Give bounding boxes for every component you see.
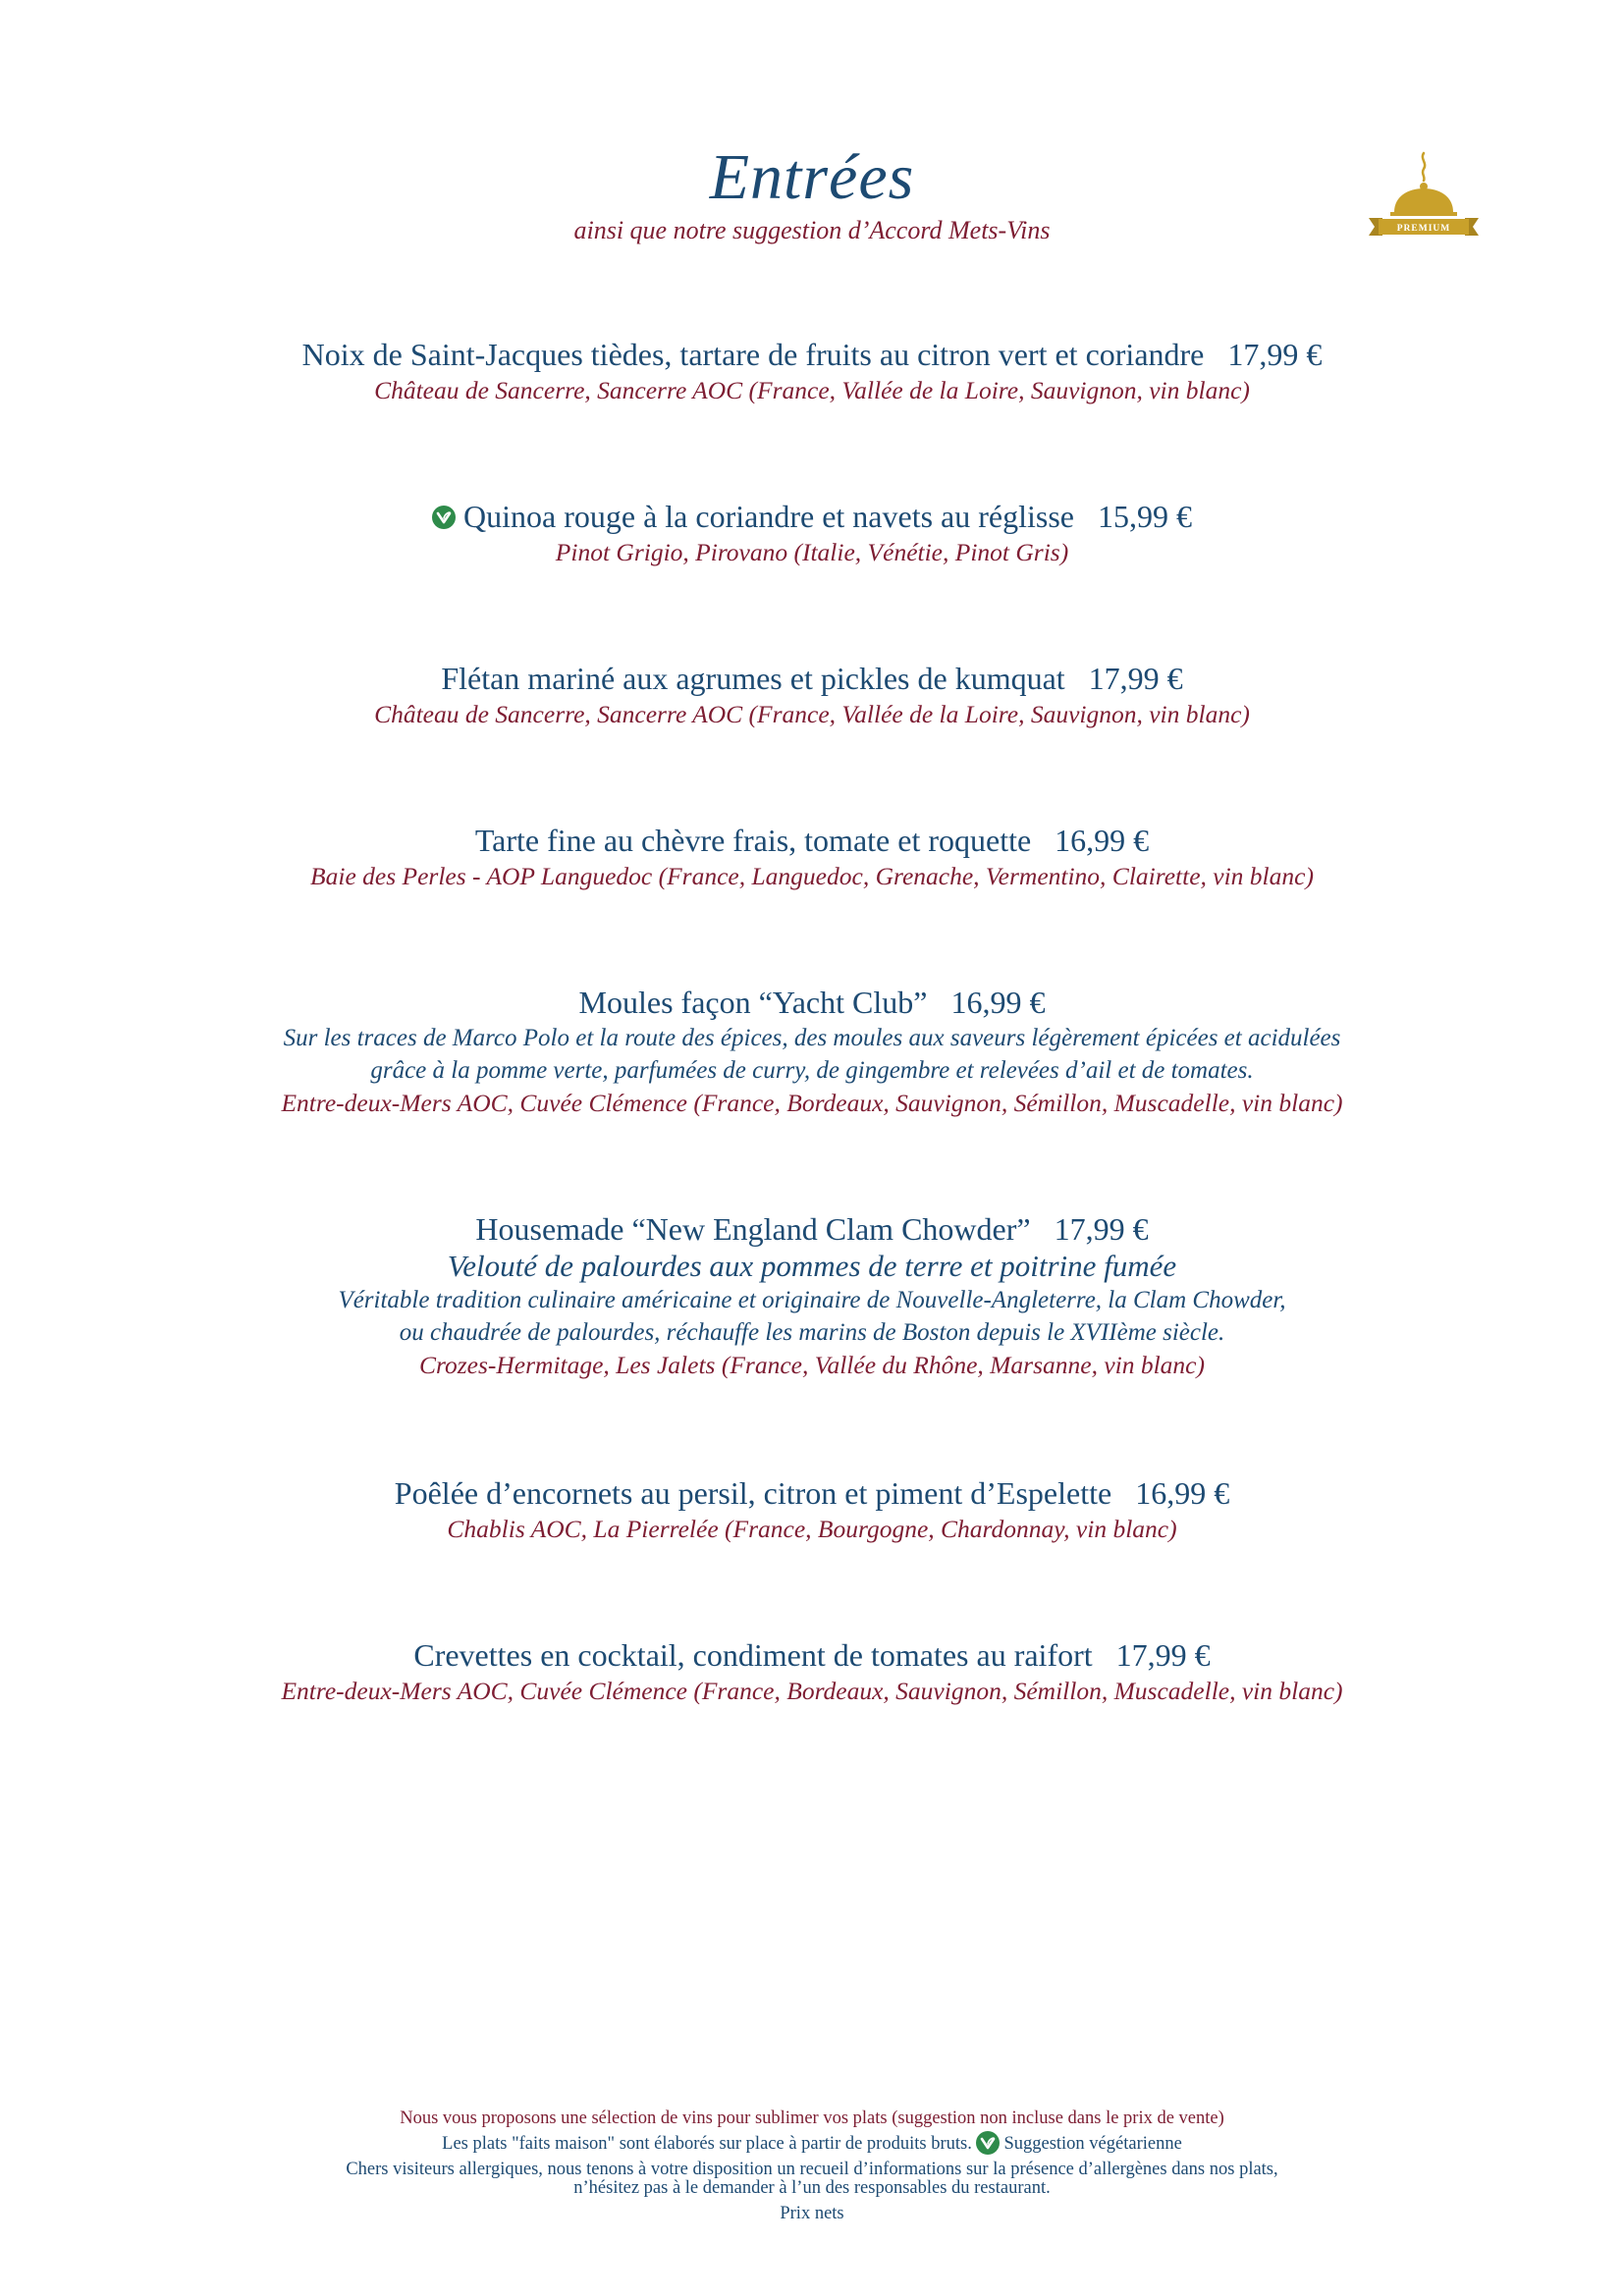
dish-description-line: ou chaudrée de palourdes, réchauffe les marins de Boston depuis le XVIIème siècle. <box>399 1319 1225 1346</box>
dish-description-line: Sur les traces de Marco Polo et la route des épices, des moules aux saveurs légèrement épicées et acidulées <box>283 1025 1341 1051</box>
dish-price: 16,99 € <box>1135 1475 1230 1511</box>
dish-price: 17,99 € <box>1227 337 1323 372</box>
dish-item <box>0 1635 1624 1707</box>
premium-label: PREMIUM <box>1396 224 1451 234</box>
dish-description-line: Véritable tradition culinaire américaine et originaire de Nouvelle-Angleterre, la Clam Chowder, <box>338 1287 1286 1313</box>
net-prices-note: Prix nets <box>780 2204 844 2223</box>
dish-name: Poêlée d’encornets au persil, citron et piment d’Espelette <box>394 1475 1112 1511</box>
dish-subtitle: Velouté de palourdes aux pommes de terre et poitrine fumée <box>447 1249 1177 1283</box>
cloche-dome <box>1394 188 1453 212</box>
wine-pairing: Château de Sancerre, Sancerre AOC (France, Vallée de la Loire, Sauvignon, vin blanc) <box>374 376 1250 404</box>
homemade-note-line <box>0 2131 1624 2157</box>
dish-price: 17,99 € <box>1115 1637 1211 1673</box>
dish-name: Crevettes en cocktail, condiment de tomates au raifort <box>413 1637 1093 1673</box>
dish-price: 17,99 € <box>1088 661 1183 696</box>
wine-pairing: Chablis AOC, La Pierrelée (France, Bourgogne, Chardonnay, vin blanc) <box>447 1515 1177 1543</box>
steam-icon <box>1423 153 1425 181</box>
dish-name: Quinoa rouge à la coriandre et navets au réglisse <box>463 499 1074 534</box>
dish-name-line <box>0 821 1624 860</box>
dish-price: 16,99 € <box>950 985 1046 1020</box>
dish-name: Housemade “New England Clam Chowder” <box>475 1211 1031 1247</box>
dish-item <box>0 659 1624 730</box>
wine-pairing: Entre-deux-Mers AOC, Cuvée Clémence (France, Bordeaux, Sauvignon, Sémillon, Muscadelle, vin blanc) <box>281 1677 1343 1705</box>
dish-name: Flétan mariné aux agrumes et pickles de kumquat <box>441 661 1065 696</box>
wine-pairing: Pinot Grigio, Pirovano (Italie, Vénétie, Pinot Gris) <box>555 538 1069 566</box>
dish-item <box>0 983 1624 1119</box>
dish-name: Noix de Saint-Jacques tièdes, tartare de fruits au citron vert et coriandre <box>301 337 1205 372</box>
dish-item <box>0 335 1624 406</box>
dish-item <box>0 1209 1624 1381</box>
wine-pairing: Entre-deux-Mers AOC, Cuvée Clémence (France, Bordeaux, Sauvignon, Sémillon, Muscadelle, vin blanc) <box>281 1089 1343 1117</box>
page-title: Entrées <box>709 141 915 213</box>
dish-name: Tarte fine au chèvre frais, tomate et roquette <box>474 823 1032 858</box>
dish-name-line <box>0 497 1624 536</box>
wine-suggestion-note: Nous vous proposons une sélection de vins pour sublimer vos plats (suggestion non incluse dans le prix de vente) <box>400 2109 1224 2128</box>
dish-name-line <box>0 1473 1624 1513</box>
vegetarian-leaf-icon <box>976 2131 1000 2155</box>
dish-price: 16,99 € <box>1055 823 1150 858</box>
homemade-note: Les plats "faits maison" sont élaborés sur place à partir de produits bruts. <box>442 2134 972 2154</box>
dish-name-line <box>0 1209 1624 1249</box>
wine-pairing: Baie des Perles - AOP Languedoc (France, Languedoc, Grenache, Vermentino, Clairette, vin blanc) <box>310 862 1314 890</box>
dish-name-line <box>0 983 1624 1022</box>
cloche-plate <box>1390 212 1457 216</box>
dish-item <box>0 821 1624 892</box>
dish-price: 15,99 € <box>1097 499 1192 534</box>
dish-price: 17,99 € <box>1054 1211 1149 1247</box>
dish-description-line: grâce à la pomme verte, parfumées de curry, de gingembre et relevées d’ail et de tomates. <box>370 1057 1254 1084</box>
dish-name-line <box>0 1635 1624 1675</box>
page-subtitle: ainsi que notre suggestion d’Accord Mets-Vins <box>573 216 1051 244</box>
allergy-note-line-1: Chers visiteurs allergiques, nous tenons à votre disposition un recueil d’informations sur la présence d’allergènes dans nos plats, <box>346 2160 1278 2179</box>
dish-name: Moules façon “Yacht Club” <box>578 985 928 1020</box>
allergy-note-line-2: n’hésitez pas à le demander à l’un des responsables du restaurant. <box>573 2178 1051 2198</box>
footer-notes <box>0 2107 1624 2226</box>
vegetarian-note: Suggestion végétarienne <box>1003 2134 1182 2154</box>
dish-item <box>0 497 1624 568</box>
dish-name-line <box>0 659 1624 698</box>
dish-item <box>0 1473 1624 1545</box>
wine-pairing: Château de Sancerre, Sancerre AOC (France, Vallée de la Loire, Sauvignon, vin blanc) <box>374 700 1250 728</box>
vegetarian-leaf-icon <box>432 506 456 529</box>
dish-name-line <box>0 335 1624 374</box>
wine-pairing: Crozes-Hermitage, Les Jalets (France, Vallée du Rhône, Marsanne, vin blanc) <box>418 1351 1205 1379</box>
premium-cloche-badge <box>1367 147 1481 245</box>
